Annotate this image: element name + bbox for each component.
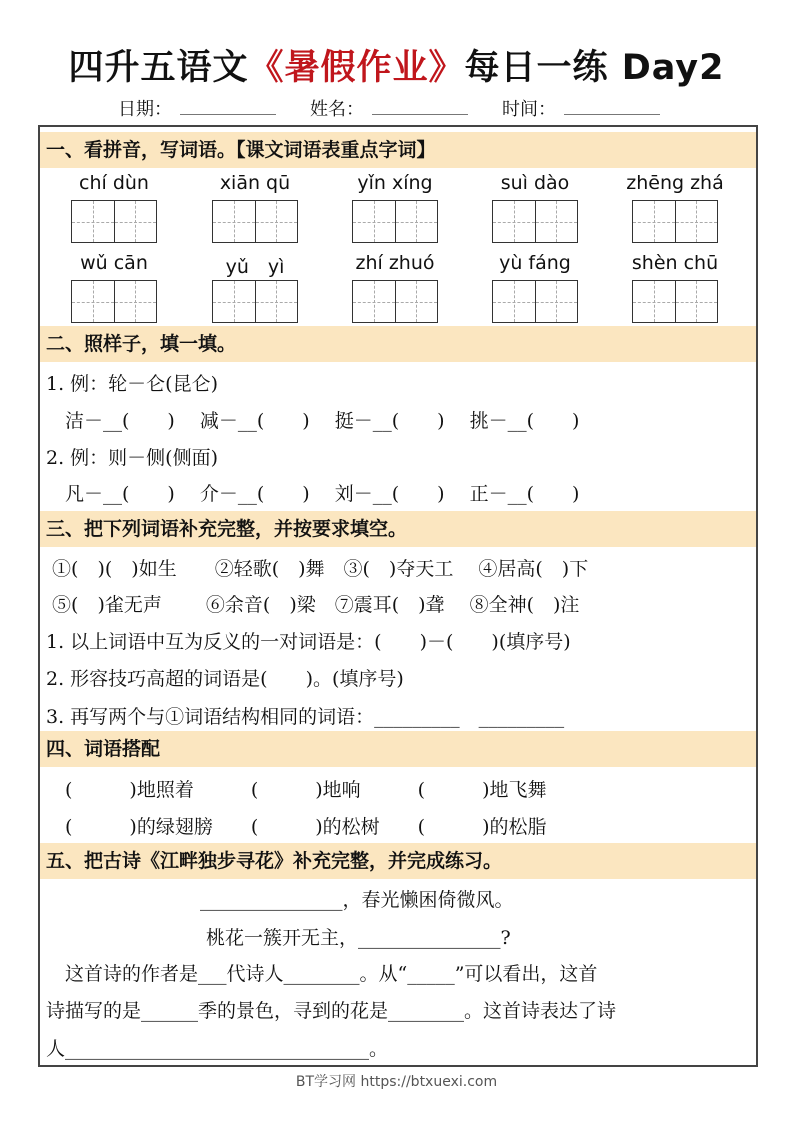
section3-line: ①( )( )如生 ②轻歌( )舞 ③( )夺天工 ④居高( )下 [46, 558, 589, 580]
date-label: 日期： [118, 99, 172, 120]
grid-cell[interactable] [493, 281, 536, 322]
section5-line: 人________________________________。 [46, 1038, 389, 1060]
pinyin-label: yǔ yì [225, 256, 285, 278]
grid-cell[interactable] [115, 201, 157, 242]
writing-grid[interactable] [492, 280, 578, 323]
section3-line: 2. 形容技巧高超的词语是( )。(填序号) [46, 668, 404, 690]
pinyin-label: zhí zhuó [355, 252, 435, 274]
exercise-frame [38, 125, 758, 1067]
grid-cell[interactable] [115, 281, 157, 322]
title-prefix: 四升五语文 [68, 48, 249, 88]
title-highlight: 《暑假作业》 [248, 48, 465, 88]
grid-cell[interactable] [353, 281, 396, 322]
grid-cell[interactable] [676, 281, 718, 322]
section4-line: ( )的绿翅膀 ( )的松树 ( )的松脂 [46, 816, 547, 838]
grid-cell[interactable] [256, 201, 298, 242]
footer-watermark: BT学习网 https://btxuexi.com [295, 1074, 498, 1090]
date-field[interactable] [118, 95, 276, 121]
section5-line: 诗描写的是______季的景色，寻到的花是________。这首诗表达了诗 [46, 1000, 617, 1022]
name-label: 姓名： [310, 99, 364, 120]
name-blank[interactable] [372, 98, 468, 115]
grid-cell[interactable] [213, 201, 256, 242]
section4-line: ( )地照着 ( )地响 ( )地飞舞 [46, 779, 547, 801]
time-label: 时间： [502, 99, 556, 120]
pinyin-label: yù fáng [499, 252, 571, 274]
grid-cell[interactable] [396, 281, 438, 322]
title-suffix: 每日一练 Day2 [464, 48, 725, 88]
grid-cell[interactable] [633, 201, 676, 242]
poem-line: 桃花一簇开无主，_______________? [206, 927, 511, 949]
grid-cell[interactable] [633, 281, 676, 322]
section2-line: 凡－__( ) 介－__( ) 刘－__( ) 正－__( ) [46, 483, 580, 505]
name-field[interactable] [310, 95, 468, 121]
section1-heading: 一、看拼音，写词语。【课文词语表重点字词】 [40, 132, 756, 168]
section2-line: 1. 例：轮－仑(昆仑) [46, 373, 218, 395]
section2-heading: 二、照样子，填一填。 [40, 326, 756, 362]
writing-grid[interactable] [352, 200, 438, 243]
writing-grid[interactable] [212, 280, 298, 323]
section5-heading: 五、把古诗《江畔独步寻花》补充完整，并完成练习。 [40, 843, 756, 879]
writing-grid[interactable] [492, 200, 578, 243]
pinyin-label: suì dào [500, 172, 570, 194]
grid-cell[interactable] [493, 201, 536, 242]
grid-cell[interactable] [536, 201, 578, 242]
section2-line: 洁－__( ) 减－__( ) 挺－__( ) 挑－__( ) [46, 410, 580, 432]
writing-grid[interactable] [352, 280, 438, 323]
grid-cell[interactable] [72, 281, 115, 322]
pinyin-label: chí dùn [79, 172, 149, 194]
writing-grid[interactable] [71, 280, 157, 323]
grid-cell[interactable] [353, 201, 396, 242]
pinyin-label: zhēng zhá [626, 172, 724, 194]
pinyin-label: wǔ cān [80, 252, 148, 274]
grid-cell[interactable] [72, 201, 115, 242]
grid-cell[interactable] [536, 281, 578, 322]
section3-line: ⑤( )雀无声 ⑥余音( )梁 ⑦震耳( )聋 ⑧全神( )注 [46, 594, 580, 616]
section3-heading: 三、把下列词语补充完整，并按要求填空。 [40, 511, 756, 547]
meta-fields [118, 95, 660, 121]
writing-grid[interactable] [212, 200, 298, 243]
date-blank[interactable] [180, 98, 276, 115]
section4-heading: 四、词语搭配 [40, 731, 756, 767]
pinyin-label: xiān qū [219, 172, 291, 194]
writing-grid[interactable] [632, 200, 718, 243]
section2-line: 2. 例：则－侧(侧面) [46, 447, 218, 469]
grid-cell[interactable] [256, 281, 298, 322]
time-field[interactable] [502, 95, 660, 121]
pinyin-label: shèn chū [631, 252, 719, 274]
page-title [0, 40, 793, 90]
writing-grid[interactable] [632, 280, 718, 323]
section5-line: 这首诗的作者是___代诗人________。从“_____”可以看出，这首 [46, 963, 598, 985]
section3-line: 3. 再写两个与①词语结构相同的词语：_________ _________ [46, 706, 565, 728]
grid-cell[interactable] [396, 201, 438, 242]
grid-cell[interactable] [213, 281, 256, 322]
grid-cell[interactable] [676, 201, 718, 242]
poem-line: _______________，春光懒困倚微风。 [200, 889, 514, 911]
section3-line: 1. 以上词语中互为反义的一对词语是：( )－( )(填序号) [46, 631, 571, 653]
writing-grid[interactable] [71, 200, 157, 243]
time-blank[interactable] [564, 98, 660, 115]
pinyin-label: yǐn xíng [357, 172, 433, 194]
